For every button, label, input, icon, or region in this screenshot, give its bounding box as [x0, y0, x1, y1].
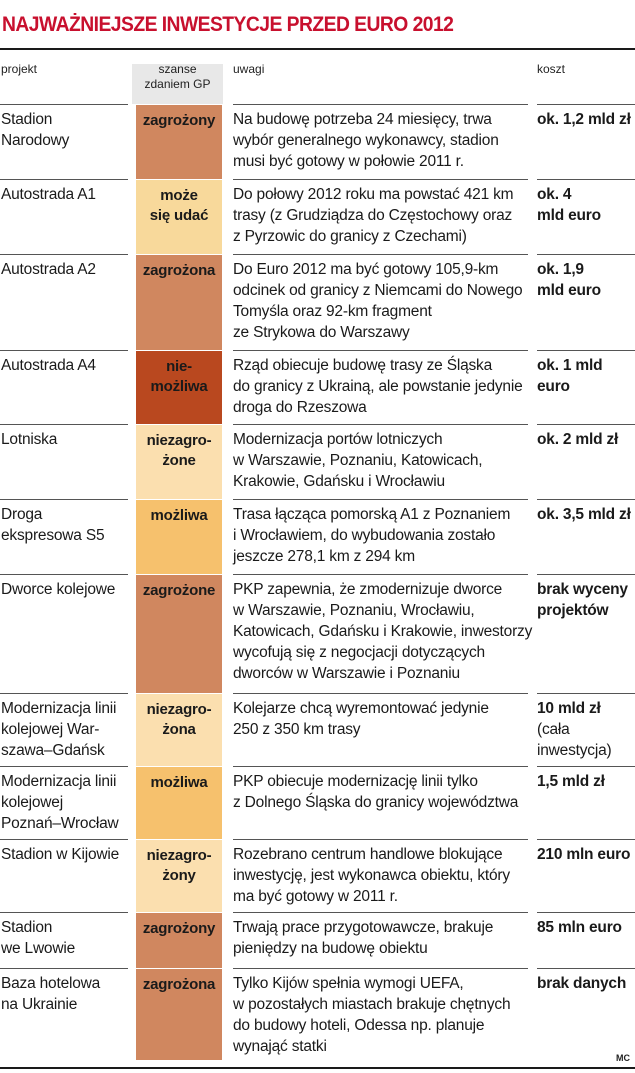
- status-badge: [136, 913, 222, 968]
- note-line: Rząd obiecuje budowę trasy ze Śląska: [233, 357, 493, 374]
- row-divider: [233, 912, 528, 913]
- cost-value: [537, 355, 635, 397]
- cost-value: [537, 109, 635, 130]
- cost-value: [537, 771, 635, 792]
- status-badge: [136, 180, 222, 254]
- status-badge: [136, 105, 222, 179]
- note-line: ze Strykowa do Warszawy: [233, 324, 410, 341]
- cost-line: 10 mld zł: [537, 700, 601, 717]
- status-label: zagrożony: [142, 920, 216, 937]
- note-text: [233, 259, 528, 343]
- cost-value: [537, 917, 635, 938]
- status-label: możliwa: [150, 507, 208, 524]
- project-name-line: Autostrada A1: [1, 186, 96, 203]
- cost-line: projektów: [537, 602, 609, 619]
- cost-line: ok. 4: [537, 186, 572, 203]
- note-line: droga do Rzeszowa: [233, 399, 367, 416]
- note-line: wybór generalnego wykonawcy, stadion: [233, 132, 499, 149]
- note-line: Kolejarze chcą wyremontować jedynie: [233, 700, 489, 717]
- row-divider: [0, 254, 128, 255]
- status-label: niezagro-: [146, 701, 212, 718]
- status-label: zagrożona: [142, 976, 216, 993]
- note-line: w Warszawie, Poznaniu, Katowicach,: [233, 452, 483, 469]
- table-row: [0, 839, 635, 912]
- note-text: [233, 184, 528, 247]
- status-label: niezagro-: [146, 847, 212, 864]
- project-name: [1, 184, 129, 205]
- project-name-line: szawa–Gdańsk: [1, 742, 105, 759]
- note-line: Do Euro 2012 ma być gotowy 105,9-km: [233, 261, 499, 278]
- project-name: [1, 355, 129, 376]
- note-line: dworców w Warszawie i Poznaniu: [233, 665, 460, 682]
- row-divider: [537, 499, 635, 500]
- project-name: [1, 579, 129, 600]
- project-name-line: Stadion: [1, 919, 53, 936]
- row-divider: [537, 574, 635, 575]
- project-name-line: Droga: [1, 506, 43, 523]
- note-line: PKP obiecuje modernizację linii tylko: [233, 773, 478, 790]
- note-text: [233, 973, 528, 1057]
- note-line: do budowy hoteli, Odessa np. planuje: [233, 1017, 485, 1034]
- note-line: inwestycję, jest wykonawca obiektu, który: [233, 867, 510, 884]
- row-divider: [0, 766, 128, 767]
- cost-line: brak danych: [537, 975, 627, 992]
- row-divider: [0, 350, 128, 351]
- row-divider: [233, 104, 528, 105]
- row-divider: [537, 424, 635, 425]
- row-divider: [537, 912, 635, 913]
- note-line: 250 z 350 km trasy: [233, 721, 361, 738]
- cost-value: [537, 429, 635, 450]
- cost-line: brak wyceny: [537, 581, 628, 598]
- cost-line: (cała: [537, 721, 570, 738]
- cost-line: ok. 2 mld zł: [537, 431, 619, 448]
- status-badge: [136, 767, 222, 839]
- project-name: [1, 844, 129, 865]
- status-label: zagrożone: [142, 582, 216, 599]
- table-row: [0, 424, 635, 499]
- note-line: w Warszawie, Poznaniu, Wrocławiu,: [233, 602, 475, 619]
- project-name-line: Stadion: [1, 111, 53, 128]
- cost-line: euro: [537, 378, 570, 395]
- header-szanse-line-1: szanse: [158, 62, 197, 76]
- row-divider: [0, 839, 128, 840]
- row-divider: [233, 968, 528, 969]
- cost-value: [537, 698, 635, 761]
- status-label: możliwa: [150, 774, 208, 791]
- header-szanse-line-2: zdaniem GP: [144, 77, 211, 91]
- header-projekt: projekt: [1, 62, 38, 76]
- status-label: zagrożony: [142, 112, 216, 129]
- project-name-line: Modernizacja linii: [1, 700, 117, 717]
- status-badge: [136, 575, 222, 693]
- project-name-line: ekspresowa S5: [1, 527, 105, 544]
- note-line: odcinek od granicy z Niemcami do Nowego: [233, 282, 523, 299]
- note-line: Do połowy 2012 roku ma powstać 421 km: [233, 186, 514, 203]
- row-divider: [0, 424, 128, 425]
- row-divider: [233, 179, 528, 180]
- cost-value: [537, 844, 635, 865]
- project-name-line: kolejowej War-: [1, 721, 100, 738]
- table-row: [0, 499, 635, 574]
- cost-line: 85 mln euro: [537, 919, 622, 936]
- status-label: się udać: [149, 207, 209, 224]
- header-uwagi: uwagi: [233, 62, 265, 76]
- project-name-line: Baza hotelowa: [1, 975, 101, 992]
- cost-value: [537, 579, 635, 621]
- row-divider: [233, 254, 528, 255]
- status-badge: [136, 694, 222, 766]
- note-line: wynająć statki: [233, 1038, 327, 1055]
- note-text: [233, 698, 528, 740]
- project-name: [1, 109, 129, 151]
- row-divider: [0, 912, 128, 913]
- row-divider: [0, 574, 128, 575]
- project-name: [1, 504, 129, 546]
- table-row: [0, 968, 635, 1060]
- cost-line: 1,5 mld zł: [537, 773, 605, 790]
- note-text: [233, 504, 528, 567]
- note-text: [233, 917, 528, 959]
- project-name: [1, 917, 129, 959]
- row-divider: [0, 968, 128, 969]
- note-line: z Dolnego Śląska do granicy województwa: [233, 794, 519, 811]
- row-divider: [233, 839, 528, 840]
- cost-line: ok. 3,5 mld zł: [537, 506, 631, 523]
- project-name-line: Dworce kolejowe: [1, 581, 116, 598]
- row-divider: [537, 693, 635, 694]
- project-name: [1, 698, 129, 761]
- row-divider: [233, 693, 528, 694]
- note-line: Katowicach, Gdańsku i Krakowie, inwestorzy: [233, 623, 533, 640]
- note-line: Modernizacja portów lotniczych: [233, 431, 443, 448]
- author-credit: MC: [616, 1053, 630, 1063]
- note-text: [233, 355, 528, 418]
- note-text: [233, 844, 528, 907]
- row-divider: [537, 766, 635, 767]
- status-label: możliwa: [150, 378, 208, 395]
- row-divider: [233, 574, 528, 575]
- table-row: [0, 693, 635, 766]
- row-divider: [233, 350, 528, 351]
- cost-value: [537, 184, 635, 226]
- status-label: żony: [162, 867, 196, 884]
- project-name: [1, 973, 129, 1015]
- row-divider: [537, 839, 635, 840]
- header-szanse: [132, 62, 223, 92]
- cost-line: ok. 1,2 mld zł: [537, 111, 631, 128]
- table-row: [0, 179, 635, 254]
- note-line: Tomyśla oraz 92-km fragment: [233, 303, 432, 320]
- status-badge: [136, 425, 222, 499]
- row-divider: [537, 350, 635, 351]
- row-divider: [0, 499, 128, 500]
- status-badge: [136, 351, 222, 424]
- note-line: i Wrocławiem, do wybudowania zostało: [233, 527, 496, 544]
- status-label: żone: [162, 452, 196, 469]
- note-text: [233, 429, 528, 492]
- note-line: Tylko Kijów spełnia wymogi UEFA,: [233, 975, 464, 992]
- cost-line: mld euro: [537, 282, 601, 299]
- status-label: nie-: [166, 358, 192, 375]
- status-badge: [136, 840, 222, 912]
- note-line: Trwają prace przygotowawcze, brakuje: [233, 919, 494, 936]
- page-title: NAJWAŻNIEJSZE INWESTYCJE PRZED EURO 2012: [2, 13, 454, 36]
- table-row: [0, 766, 635, 839]
- table-row: [0, 104, 635, 179]
- note-line: ma być gotowy w 2011 r.: [233, 888, 398, 905]
- row-divider: [233, 499, 528, 500]
- cost-line: inwestycja): [537, 742, 612, 759]
- cost-line: mld euro: [537, 207, 601, 224]
- row-divider: [537, 968, 635, 969]
- note-line: Krakowie, Gdańsku i Wrocławiu: [233, 473, 445, 490]
- row-divider: [537, 179, 635, 180]
- project-name-line: kolejowej: [1, 794, 63, 811]
- table-row: [0, 254, 635, 350]
- status-label: niezagro-: [146, 432, 212, 449]
- status-badge: [136, 969, 222, 1060]
- row-divider: [537, 104, 635, 105]
- title-rule: [0, 48, 635, 50]
- table-row: [0, 574, 635, 693]
- project-name-line: Autostrada A4: [1, 357, 96, 374]
- row-divider: [0, 104, 128, 105]
- note-line: pieniędzy na budowę obiektu: [233, 940, 428, 957]
- project-name-line: we Lwowie: [1, 940, 76, 957]
- cost-value: [537, 259, 635, 301]
- project-name: [1, 771, 129, 834]
- row-divider: [0, 693, 128, 694]
- note-line: Rozebrano centrum handlowe blokujące: [233, 846, 503, 863]
- row-divider: [0, 179, 128, 180]
- status-label: żona: [162, 721, 196, 738]
- status-badge: [136, 500, 222, 574]
- cost-value: [537, 504, 635, 525]
- table-row: [0, 912, 635, 968]
- note-line: trasy (z Grudziądza do Częstochowy oraz: [233, 207, 513, 224]
- cost-line: 210 mln euro: [537, 846, 631, 863]
- table-row: [0, 350, 635, 424]
- project-name-line: Modernizacja linii: [1, 773, 117, 790]
- project-name: [1, 259, 129, 280]
- note-line: musi być gotowy w połowie 2011 r.: [233, 153, 464, 170]
- project-name-line: na Ukrainie: [1, 996, 78, 1013]
- cost-value: [537, 973, 635, 994]
- cost-line: ok. 1,9: [537, 261, 584, 278]
- note-text: [233, 579, 533, 684]
- project-name-line: Narodowy: [1, 132, 70, 149]
- note-line: Na budowę potrzeba 24 miesięcy, trwa: [233, 111, 492, 128]
- project-name-line: Autostrada A2: [1, 261, 96, 278]
- note-line: jeszcze 278,1 km z 294 km: [233, 548, 415, 565]
- status-label: może: [160, 187, 198, 204]
- project-name: [1, 429, 129, 450]
- row-divider: [233, 766, 528, 767]
- project-name-line: Lotniska: [1, 431, 58, 448]
- project-name-line: Stadion w Kijowie: [1, 846, 120, 863]
- row-divider: [537, 254, 635, 255]
- status-badge: [136, 255, 222, 350]
- note-line: do granicy z Ukrainą, ale powstanie jedynie: [233, 378, 523, 395]
- note-line: PKP zapewnia, że zmodernizuje dworce: [233, 581, 503, 598]
- status-label: zagrożona: [142, 262, 216, 279]
- note-line: z Pyrzowic do granicy z Czechami): [233, 228, 467, 245]
- note-text: [233, 109, 528, 172]
- cost-line: ok. 1 mld: [537, 357, 603, 374]
- note-text: [233, 771, 528, 813]
- note-line: Trasa łącząca pomorską A1 z Poznaniem: [233, 506, 511, 523]
- bottom-rule: [0, 1067, 635, 1069]
- note-line: w pozostałych miastach brakuje chętnych: [233, 996, 511, 1013]
- row-divider: [233, 424, 528, 425]
- project-name-line: Poznań–Wrocław: [1, 815, 119, 832]
- header-koszt: koszt: [537, 62, 566, 76]
- note-line: wycofują się z negocjacji dotyczących: [233, 644, 485, 661]
